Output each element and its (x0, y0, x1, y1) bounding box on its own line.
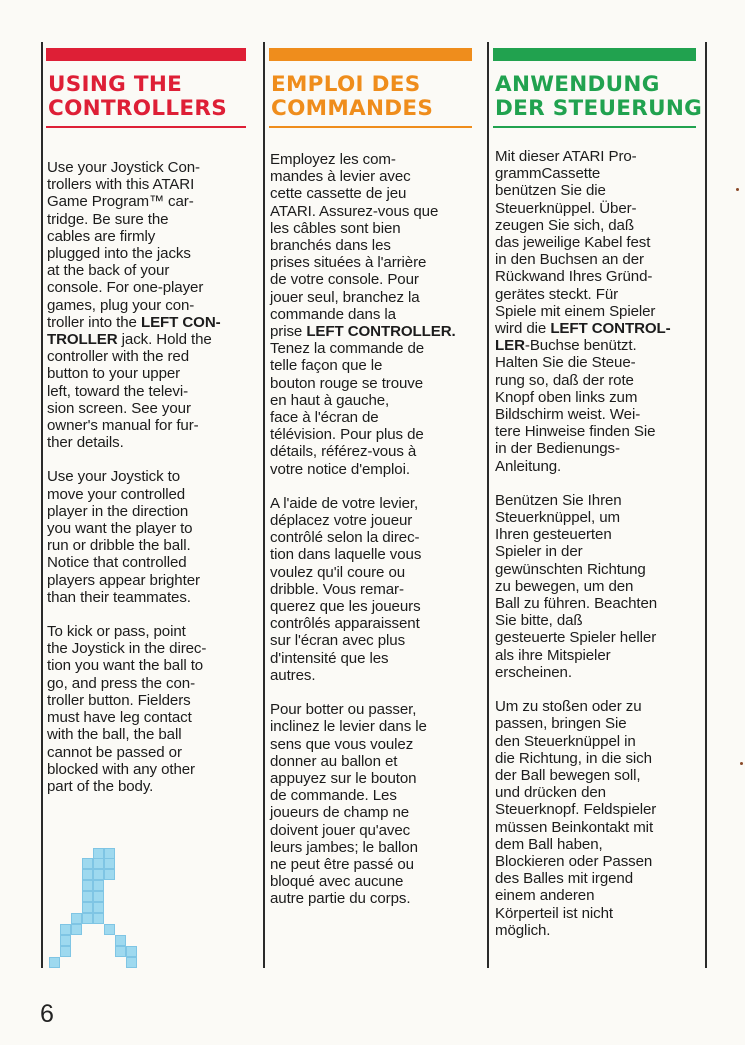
text-line: player in the direction (47, 502, 189, 520)
text-line: tion you want the ball to (47, 657, 204, 675)
paragraph (495, 492, 703, 681)
text-line: prises situées à l'arrière (270, 254, 427, 272)
text-line: prise LEFT CONTROLLER. (270, 323, 456, 341)
text-line: face à l'écran de (270, 409, 379, 427)
text-line: A l'aide de votre levier, (270, 494, 419, 512)
scan-speck (740, 762, 743, 765)
text-line: with the ball, the ball (47, 726, 182, 744)
text-line: möglich. (495, 921, 551, 939)
text-line: Game Program™ car- (47, 193, 194, 211)
column-divider-2 (487, 42, 489, 968)
sprite-pixel (82, 869, 93, 880)
text-line: doivent jouer qu'avec (270, 821, 411, 839)
text-line: sion screen. See your (47, 399, 191, 417)
text-line: rung so, daß der rote (495, 371, 634, 389)
sprite-pixel (60, 935, 71, 946)
text-line: in der Bedienungs- (495, 440, 620, 458)
text-line: trollers with this ATARI (47, 176, 195, 194)
french-underline (269, 126, 472, 128)
sprite-pixel (60, 946, 71, 957)
sprite-pixel (82, 913, 93, 924)
text-line: en haut à gauche, (270, 391, 390, 409)
sprite-pixel (82, 880, 93, 891)
text-line: gerätes steckt. Für (495, 285, 619, 303)
text-line: votre notice d'emploi. (270, 460, 410, 478)
text-line: passen, bringen Sie (495, 715, 627, 733)
text-line: d'intensité que les (270, 649, 389, 667)
text-line: de votre console. Pour (270, 271, 419, 289)
heading-line: DER STEUERUNG (495, 96, 703, 121)
text-line: To kick or pass, point (47, 623, 186, 641)
text-line: Ball zu führen. Beachten (495, 595, 658, 613)
text-line: console. For one-player (47, 279, 204, 297)
text-line: Notice that controlled (47, 554, 187, 572)
text-line: dribble. Vous remar- (270, 580, 404, 598)
sprite-pixel (82, 891, 93, 902)
text-line: blocked with any other (47, 760, 195, 778)
text-line: zu bewegen, um den (495, 577, 634, 595)
text-line: Sie bitte, daß (495, 612, 583, 630)
text-line: Mit dieser ATARI Pro- (495, 148, 637, 165)
text-line: de commande. Les (270, 787, 397, 805)
text-line: cette cassette de jeu (270, 185, 407, 203)
sprite-pixel (126, 957, 137, 968)
text-line: müssen Beinkontakt mit (495, 818, 654, 836)
text-line: Rückwand Ihres Gründ- (495, 268, 653, 286)
text-line: dem Ball haben, (495, 835, 603, 853)
text-line: Spiele mit einem Spieler (495, 302, 656, 320)
text-line: Anleitung. (495, 457, 562, 475)
text-line: Pour botter ou passer, (270, 701, 417, 719)
paragraph (495, 148, 703, 475)
sprite-pixel (126, 946, 137, 957)
text-line: den Steuerknüppel in (495, 732, 636, 750)
paragraph (270, 495, 481, 684)
text-line: Benützen Sie Ihren (495, 491, 622, 509)
sprite-pixel (82, 902, 93, 913)
text-line: than their teammates. (47, 588, 191, 606)
heading-line: CONTROLLERS (48, 96, 227, 121)
text-line: joueurs de champ ne (270, 804, 410, 822)
text-line: players appear brighter (47, 571, 200, 589)
text-line: Halten Sie die Steue- (495, 354, 636, 372)
scan-speck (736, 188, 739, 191)
column-english (44, 48, 256, 812)
text-line: ne peut être passé ou (270, 855, 414, 873)
text-line: télévision. Pour plus de (270, 426, 424, 444)
text-line: des Balles mit irgend (495, 870, 634, 888)
text-line: Use your Joystick Con- (47, 159, 200, 176)
text-line: cables are firmly (47, 227, 156, 245)
sprite-pixel (82, 858, 93, 869)
text-line: games, plug your con- (47, 296, 195, 314)
sprite-pixel (60, 924, 71, 935)
column-divider-right (705, 42, 707, 968)
text-line: der Ball bewegen soll, (495, 766, 641, 784)
text-line: Spieler in der (495, 543, 583, 561)
text-line: you want the player to (47, 520, 193, 538)
text-line: sens que vous voulez (270, 735, 414, 753)
sprite-pixel (71, 913, 82, 924)
text-line: donner au ballon et (270, 752, 398, 770)
french-heading (271, 73, 481, 121)
text-line: run or dribble the ball. (47, 537, 191, 555)
text-line: erscheinen. (495, 663, 572, 681)
text-line: button to your upper (47, 365, 181, 383)
text-line: tridge. Be sure the (47, 210, 169, 228)
english-body (47, 159, 256, 795)
text-line: contrôlés apparaissent (270, 615, 420, 633)
text-line: bouton rouge se trouve (270, 374, 424, 392)
text-line: Bildschirm weist. Wei- (495, 406, 641, 424)
text-line: the Joystick in the direc- (47, 640, 207, 658)
page-number: 6 (40, 1000, 54, 1028)
text-line: Tenez la commande de (270, 340, 425, 358)
text-line: wird die LEFT CONTROL- (495, 320, 671, 338)
text-line: part of the body. (47, 777, 154, 795)
text-line: cannot be passed or (47, 743, 182, 761)
sprite-pixel (104, 858, 115, 869)
text-line: einem anderen (495, 887, 595, 905)
sprite-pixel (49, 957, 60, 968)
text-line: go, and press the con- (47, 674, 195, 692)
heading-line: ANWENDUNG (495, 72, 660, 97)
text-line: und drücken den (495, 784, 606, 802)
sprite-pixel (71, 924, 82, 935)
text-line: appuyez sur le bouton (270, 769, 417, 787)
heading-line: COMMANDES (271, 96, 434, 121)
german-color-bar (493, 48, 696, 61)
text-line: die Richtung, in die sich (495, 749, 652, 767)
text-line: Blockieren oder Passen (495, 852, 653, 870)
text-line: troller button. Fielders (47, 691, 191, 709)
sprite-pixel (93, 913, 104, 924)
column-french (267, 48, 481, 925)
text-line: ATARI. Assurez-vous que (270, 202, 439, 220)
paragraph (270, 151, 481, 478)
paragraph (47, 623, 256, 795)
text-line: autre partie du corps. (270, 890, 411, 908)
text-line: als ihre Mitspieler (495, 646, 611, 664)
german-heading (495, 73, 703, 121)
text-line: autres. (270, 666, 316, 684)
text-line: move your controlled (47, 485, 186, 503)
sprite-pixel (93, 880, 104, 891)
text-line: branchés dans les (270, 237, 391, 255)
text-line: Use your Joystick to (47, 468, 181, 486)
text-line: left, toward the televi- (47, 382, 189, 400)
french-body (270, 151, 481, 908)
text-line: grammCassette (495, 165, 601, 183)
text-line: Steuerknüppel, um (495, 509, 620, 527)
text-line: TROLLER jack. Hold the (47, 331, 212, 349)
text-line: sur l'écran avec plus (270, 632, 406, 650)
german-underline (493, 126, 696, 128)
column-divider-left (41, 42, 43, 968)
text-line: commande dans la (270, 305, 396, 323)
english-heading (48, 73, 256, 121)
text-line: Körperteil ist nicht (495, 904, 613, 922)
text-line: Steuerknopf. Feldspieler (495, 801, 657, 819)
heading-line: EMPLOI DES (271, 72, 421, 97)
text-line: les câbles sont bien (270, 219, 401, 237)
text-line: Knopf oben links zum (495, 388, 638, 406)
text-line: détails, référez-vous à (270, 443, 417, 461)
text-line: plugged into the jacks (47, 245, 191, 263)
paragraph (47, 468, 256, 606)
text-line: das jeweilige Kabel fest (495, 234, 651, 252)
german-body (495, 148, 703, 939)
sprite-pixel (115, 946, 126, 957)
text-line: Employez les com- (270, 151, 396, 168)
text-line: Steuerknüppel. Über- (495, 199, 637, 217)
text-line: in den Buchsen an der (495, 251, 644, 269)
sprite-pixel (93, 869, 104, 880)
text-line: LER-Buchse benützt. (495, 337, 637, 355)
sprite-pixel (104, 924, 115, 935)
text-line: telle façon que le (270, 357, 383, 375)
text-line: bloqué avec aucune (270, 873, 404, 891)
text-line: ther details. (47, 434, 124, 452)
text-line: Ihren gesteuerten (495, 526, 612, 544)
text-line: querez que les joueurs (270, 598, 421, 616)
column-german (491, 48, 703, 956)
heading-line: USING THE (48, 72, 183, 97)
french-color-bar (269, 48, 472, 61)
text-line: contrôlé selon la direc- (270, 529, 420, 547)
text-line: must have leg contact (47, 709, 192, 727)
paragraph (495, 698, 703, 939)
sprite-pixel (104, 869, 115, 880)
paragraph (47, 159, 256, 451)
text-line: zeugen Sie sich, daß (495, 216, 634, 234)
text-line: mandes à levier avec (270, 168, 411, 186)
sprite-pixel (115, 935, 126, 946)
text-line: tere Hinweise finden Sie (495, 423, 656, 441)
text-line: inclinez le levier dans le (270, 718, 427, 736)
column-divider-1 (263, 42, 265, 968)
english-color-bar (46, 48, 246, 61)
text-line: jouer seul, branchez la (270, 288, 420, 306)
text-line: controller with the red (47, 348, 189, 366)
sprite-pixel (93, 858, 104, 869)
text-line: tion dans laquelle vous (270, 546, 422, 564)
text-line: voulez qu'il coure ou (270, 563, 406, 581)
text-line: leurs jambes; le ballon (270, 838, 418, 856)
text-line: benützen Sie die (495, 182, 606, 200)
sprite-pixel (93, 891, 104, 902)
text-line: at the back of your (47, 262, 170, 280)
text-line: gesteuerte Spieler heller (495, 629, 657, 647)
text-line: Um zu stoßen oder zu (495, 698, 642, 716)
text-line: owner's manual for fur- (47, 417, 199, 435)
english-underline (46, 126, 246, 128)
paragraph (270, 701, 481, 907)
text-line: gewünschten Richtung (495, 560, 646, 578)
sprite-pixel (93, 902, 104, 913)
text-line: troller into the LEFT CON- (47, 313, 221, 331)
text-line: déplacez votre joueur (270, 512, 413, 530)
